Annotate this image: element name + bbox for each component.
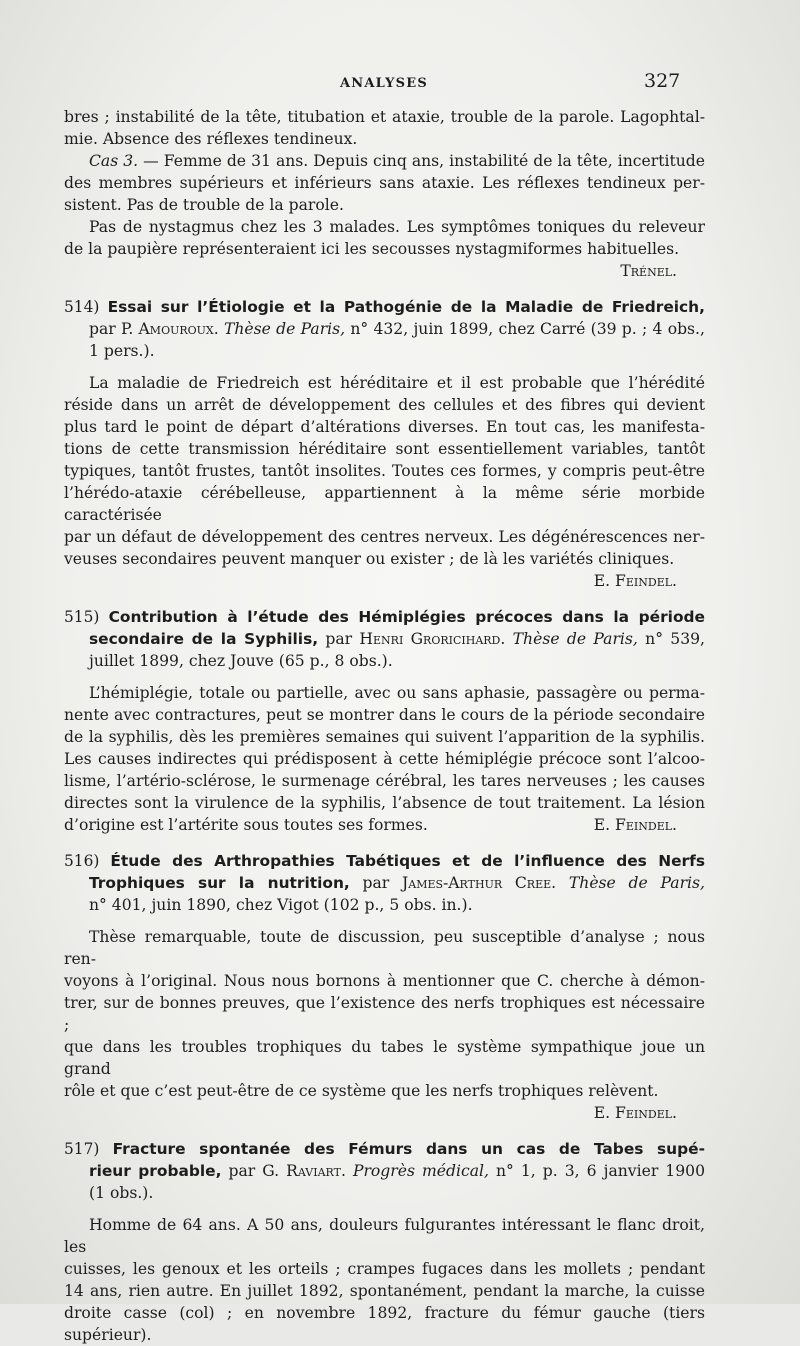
signature: E. Feindel.: [593, 1104, 677, 1122]
text-line: de la paupière représenteraient ici les secousses nystagmiformes habituelles.: [64, 240, 680, 258]
text-run: par: [318, 630, 360, 648]
text-line: mie. Absence des réflexes tendineux.: [64, 130, 358, 148]
signature: E. Feindel.: [593, 816, 677, 834]
entry-title: Contribution à l’étude des Hémiplégies précoces dans la période: [108, 608, 705, 626]
entry-heading: [64, 606, 705, 628]
entry-number: 515): [64, 608, 100, 626]
signature: Trénel.: [620, 262, 677, 280]
source-title: Thèse de Paris,: [223, 320, 346, 338]
text-run: par G.: [221, 1162, 287, 1180]
text-run: n° 1, p. 3, 6 janvier 1900: [488, 1162, 705, 1180]
text-line: droite casse (col) ; en novembre 1892, fracture du fémur gauche (tiers supérieur).: [64, 1304, 705, 1344]
text-line: voyons à l’original. Nous nous bornons à mentionner que C. cherche à démon-: [64, 972, 705, 990]
entry-heading: [64, 850, 705, 872]
entry-reference: (1 obs.).: [89, 1184, 154, 1202]
page-body: [64, 106, 705, 1346]
entry-reference: [64, 628, 705, 650]
text-line: réside dans un arrêt de développement des cellules et des fibres qui devient: [64, 396, 705, 414]
author-name: Raviart: [286, 1162, 341, 1180]
case-label: Cas 3.: [89, 152, 139, 170]
entry-title: Étude des Arthropathies Tabétiques et de l’influence des Nerfs: [110, 852, 705, 870]
text-line: rôle et que c’est peut-être de ce système que les nerfs trophiques relèvent.: [64, 1082, 659, 1100]
text-run: .: [551, 874, 569, 892]
entry-title: secondaire de la Syphilis,: [89, 630, 319, 648]
text-line: trer, sur de bonnes preuves, que l’existence des nerfs trophiques est nécessaire ;: [64, 994, 705, 1034]
text-line: Les causes indirectes qui prédisposent à cette hémiplégie précoce sont l’alcoo-: [64, 750, 705, 768]
entry-title: Fracture spontanée des Fémurs dans un cas de Tabes supé-: [112, 1140, 705, 1158]
entry-title: Essai sur l’Étiologie et la Pathogénie de la Maladie de Friedreich,: [107, 298, 705, 316]
entry-heading: [64, 1138, 705, 1160]
text-line: [64, 150, 705, 172]
text-line: La maladie de Friedreich est héréditaire et il est probable que l’hérédité: [89, 374, 705, 392]
text-run: d’origine est l’artérite sous toutes ses formes.: [64, 816, 428, 834]
text-line: nente avec contractures, peut se montrer dans le cours de la période secondaire: [64, 706, 705, 724]
source-title: Thèse de Paris,: [568, 874, 705, 892]
entry-reference: juillet 1899, chez Jouve (65 p., 8 obs.).: [89, 652, 393, 670]
text-run: n° 539,: [637, 630, 706, 648]
text-line: typiques, tantôt frustes, tantôt insolites. Toutes ces formes, y compris peut-être: [64, 462, 705, 480]
text-line: tions de cette transmission héréditaire sont essentiellement variables, tantôt: [64, 440, 705, 458]
source-title: Thèse de Paris,: [512, 630, 638, 648]
page-header: [0, 70, 800, 94]
text-line: Pas de nystagmus chez les 3 malades. Les symptômes toniques du releveur: [89, 218, 705, 236]
entry-reference: [64, 318, 705, 340]
text-run: .: [213, 320, 224, 338]
page-number: 327: [644, 70, 681, 92]
text-line: [64, 814, 705, 836]
text-line: veuses secondaires peuvent manquer ou exister ; de là les variétés cliniques.: [64, 550, 675, 568]
source-title: Progrès médical,: [352, 1162, 489, 1180]
text-line: sistent. Pas de trouble de la parole.: [64, 196, 344, 214]
entry-516: [64, 850, 705, 1124]
author-name: James-Arthur Cree: [402, 874, 552, 892]
text-line: bres ; instabilité de la tête, titubation et ataxie, trouble de la parole. Lagophtal-: [64, 108, 705, 126]
text-run: par: [349, 874, 402, 892]
entry-reference: [64, 1160, 705, 1182]
entry-number: 517): [64, 1140, 100, 1158]
text-run: par P.: [89, 320, 139, 338]
text-line: L’hémiplégie, totale ou partielle, avec ou sans aphasie, passagère ou perma-: [89, 684, 705, 702]
entry-number: 514): [64, 298, 100, 316]
entry-514: [64, 296, 705, 592]
text-line: par un défaut de développement des centres nerveux. Les dégénérescences ner-: [64, 528, 705, 546]
entry-heading: [64, 296, 705, 318]
text-line: l’hérédo-ataxie cérébelleuse, appartiennent à la même série morbide caractérisée: [64, 484, 705, 524]
text-line: de la syphilis, dès les premières semaines qui suivent l’apparition de la syphilis.: [64, 728, 705, 746]
running-title: ANALYSES: [340, 76, 428, 91]
continued-text: [64, 106, 705, 282]
text-line: des membres supérieurs et inférieurs sans ataxie. Les réflexes tendineux per-: [64, 174, 705, 192]
text-line: Homme de 64 ans. A 50 ans, douleurs fulgurantes intéressant le flanc droit, les: [64, 1216, 705, 1256]
text-line: cuisses, les genoux et les orteils ; crampes fugaces dans les mollets ; pendant: [64, 1260, 705, 1278]
text-run: .: [500, 630, 513, 648]
author-name: Amouroux: [138, 320, 214, 338]
signature: E. Feindel.: [593, 572, 677, 590]
text-run: — Femme de 31 ans. Depuis cinq ans, instabilité de la tête, incertitude: [138, 152, 705, 170]
entry-title: Trophiques sur la nutrition,: [89, 874, 350, 892]
entry-title: rieur probable,: [89, 1162, 222, 1180]
entry-number: 516): [64, 852, 100, 870]
entry-reference: [64, 872, 705, 894]
text-run: n° 432, juin 1899, chez Carré (39 p. ; 4 obs.,: [345, 320, 705, 338]
text-line: plus tard le point de départ d’altérations diverses. En tout cas, les manifesta-: [64, 418, 705, 436]
author-name: Henri Groricihard: [359, 630, 501, 648]
entry-reference: 1 pers.).: [89, 342, 155, 360]
entry-515: [64, 606, 705, 836]
text-line: que dans les troubles trophiques du tabes le système sympathique joue un grand: [64, 1038, 705, 1078]
text-line: Thèse remarquable, toute de discussion, peu susceptible d’analyse ; nous ren-: [64, 928, 705, 968]
text-line: directes sont la virulence de la syphilis, l’absence de tout traitement. La lésion: [64, 794, 705, 812]
text-run: .: [340, 1162, 353, 1180]
entry-reference: n° 401, juin 1890, chez Vigot (102 p., 5 obs. in.).: [89, 896, 473, 914]
text-line: lisme, l’artério-sclérose, le surmenage cérébral, les tares nerveuses ; les causes: [64, 772, 705, 790]
text-line: 14 ans, rien autre. En juillet 1892, spontanément, pendant la marche, la cuisse: [64, 1282, 705, 1300]
entry-517: [64, 1138, 705, 1346]
